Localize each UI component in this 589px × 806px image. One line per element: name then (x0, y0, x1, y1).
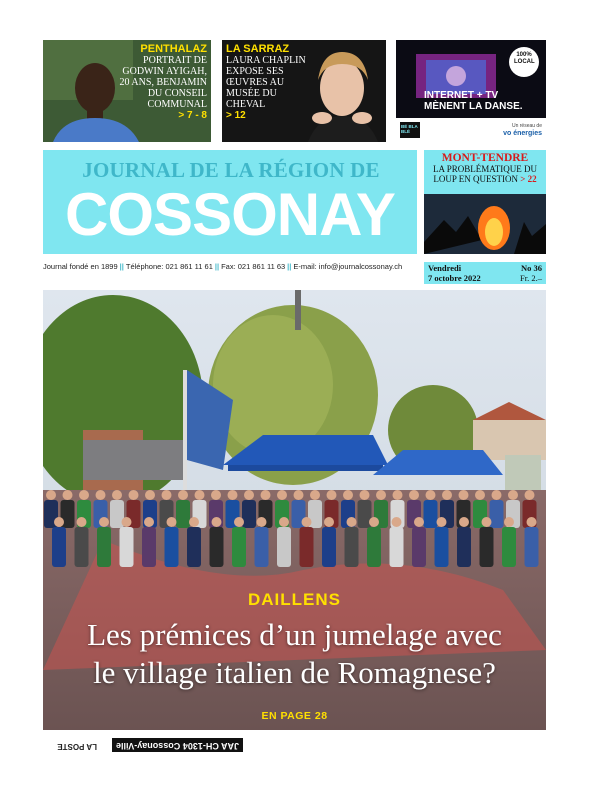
teaser-line: EXPOSE SES (226, 66, 284, 77)
person-head (228, 490, 238, 500)
person-body (480, 527, 494, 567)
teaser-page-ref: > 22 (520, 174, 537, 184)
person-head (211, 490, 221, 500)
person-body (345, 527, 359, 567)
person-head (369, 517, 379, 527)
ad-brand: vo énergies (503, 130, 542, 137)
person-head (244, 490, 254, 500)
person-head (525, 490, 535, 500)
person-head (234, 517, 244, 527)
person-head (212, 517, 222, 527)
person-head (302, 517, 312, 527)
person-head (392, 517, 402, 527)
ad-headline-line: INTERNET + TV (424, 90, 499, 101)
person-body (232, 527, 246, 567)
person-head (63, 490, 73, 500)
person-body (187, 527, 201, 567)
teaser-line: CHEVAL (226, 99, 266, 110)
issue-day: Vendredi (428, 263, 462, 273)
postal-mark (43, 738, 243, 752)
person-head (360, 490, 370, 500)
teaser-line: PORTRAIT DE (143, 55, 207, 66)
teaser-kicker: PENTHALAZ (140, 43, 207, 55)
person-body (97, 527, 111, 567)
teaser-penthalaz[interactable] (43, 40, 211, 142)
teaser-line (427, 174, 543, 184)
person-head (327, 490, 337, 500)
teaser-line: COMMUNAL (147, 99, 207, 110)
person-head (310, 490, 320, 500)
person-head (99, 517, 109, 527)
person-body (300, 527, 314, 567)
separator: || (119, 262, 124, 271)
teaser-line-text: LOUP EN QUESTION (433, 174, 519, 184)
person-body (75, 527, 89, 567)
ad-small-text: Un réseau de (511, 123, 542, 129)
person-body (242, 500, 256, 528)
person-head (77, 517, 87, 527)
person-head (347, 517, 357, 527)
teaser-text (226, 44, 312, 121)
teaser-line: GODWIN AYIGAH, (122, 66, 207, 77)
person-body (142, 527, 156, 567)
teaser-line: LAURA CHAPLIN (226, 55, 306, 66)
person-body (210, 527, 224, 567)
person-body (390, 527, 404, 567)
person-head (162, 490, 172, 500)
teaser-mont-tendre[interactable] (424, 150, 546, 254)
person-head (414, 517, 424, 527)
ad-badge (514, 52, 534, 66)
fax-text: Fax: 021 861 11 63 (221, 262, 286, 271)
email-link[interactable]: E-mail: info@journalcossonay.ch (293, 262, 403, 271)
masthead-subtitle: JOURNAL DE LA RÉGION DE (82, 158, 380, 182)
person-head (122, 517, 132, 527)
person-head (527, 517, 537, 527)
person-head (492, 490, 502, 500)
person-body (490, 500, 504, 528)
ad-badge-line: 100% (516, 52, 532, 58)
person-body (525, 527, 539, 567)
person-head (482, 517, 492, 527)
ad-badge-line: LOCAL (514, 59, 535, 65)
issue-date-text: 7 octobre 2022 (428, 273, 481, 283)
teaser-page-ref: > 7 - 8 (178, 110, 207, 121)
la-poste-logo: LA POSTE (57, 742, 97, 751)
person-head (257, 517, 267, 527)
phone-text: Téléphone: 021 861 11 61 (125, 262, 213, 271)
teaser-line: MUSÉE DU (226, 88, 277, 99)
person-head (277, 490, 287, 500)
person-body (255, 527, 269, 567)
person-body (176, 500, 190, 528)
person-body (322, 527, 336, 567)
person-head (504, 517, 514, 527)
person-body (367, 527, 381, 567)
cover-kicker: DAILLENS (248, 590, 341, 609)
person-head (167, 517, 177, 527)
teaser-line: DU CONSEIL (147, 88, 207, 99)
cover-headline-line: Les prémices d’un jumelage avec (87, 617, 502, 652)
person-body (165, 527, 179, 567)
person-head (294, 490, 304, 500)
separator: || (214, 262, 220, 271)
person-body (435, 527, 449, 567)
teaser-header (424, 150, 546, 194)
person-head (261, 490, 271, 500)
issue-price: Fr. 2.– (520, 273, 542, 283)
teaser-kicker: MONT-TENDRE (441, 152, 529, 164)
ad-tile: BÉ BLA BLÉ (401, 124, 418, 134)
person-body (120, 527, 134, 567)
person-head (189, 517, 199, 527)
person-head (112, 490, 122, 500)
person-head (129, 490, 139, 500)
founded-text: Journal fondé en 1899 (43, 262, 118, 271)
masthead-title: COSSONAY (65, 181, 395, 248)
person-head (195, 490, 205, 500)
person-head (279, 517, 289, 527)
person-head (79, 490, 89, 500)
person-head (508, 490, 518, 500)
person-body (424, 500, 438, 528)
person-head (54, 517, 64, 527)
person-head (144, 517, 154, 527)
teaser-text (111, 44, 207, 121)
postal-jaa: JAA CH-1304 Cossonay-Ville (112, 738, 243, 752)
advertisement[interactable] (396, 40, 546, 142)
person-body (502, 527, 516, 567)
teaser-line: LA PROBLÉMATIQUE DU (432, 164, 537, 174)
person-head (426, 490, 436, 500)
issue-number-price (520, 263, 542, 283)
person-head (409, 490, 419, 500)
person-head (475, 490, 485, 500)
ad-headline (424, 90, 523, 112)
cover-headline[interactable] (43, 616, 546, 692)
ad-headline-line: MÈNENT LA DANSE. (424, 101, 523, 112)
masthead[interactable] (43, 150, 417, 254)
person-body (277, 527, 291, 567)
separator: || (287, 262, 292, 271)
person-body (52, 527, 66, 567)
masthead-contact-line (43, 262, 417, 271)
person-body (412, 527, 426, 567)
issue-info (424, 262, 546, 284)
teaser-line: 20 ANS, BENJAMIN (119, 77, 207, 88)
person-head (96, 490, 106, 500)
person-head (178, 490, 188, 500)
teaser-la-sarraz[interactable] (222, 40, 386, 142)
cover-headline-line: le village italien de Romagnese? (93, 655, 496, 690)
person-head (442, 490, 452, 500)
issue-number: No 36 (520, 263, 542, 273)
person-head (145, 490, 155, 500)
issue-date (428, 263, 481, 283)
person-head (393, 490, 403, 500)
person-head (459, 517, 469, 527)
person-head (437, 517, 447, 527)
teaser-line: ŒUVRES AU (226, 77, 285, 88)
person-head (46, 490, 56, 500)
teaser-kicker: LA SARRAZ (226, 43, 290, 55)
person-body (457, 527, 471, 567)
person-head (459, 490, 469, 500)
person-head (343, 490, 353, 500)
person-head (324, 517, 334, 527)
teaser-page-ref: > 12 (226, 110, 246, 121)
cover-page-ref[interactable]: EN PAGE 28 (261, 710, 328, 722)
person-head (376, 490, 386, 500)
cover-story[interactable] (43, 290, 546, 730)
